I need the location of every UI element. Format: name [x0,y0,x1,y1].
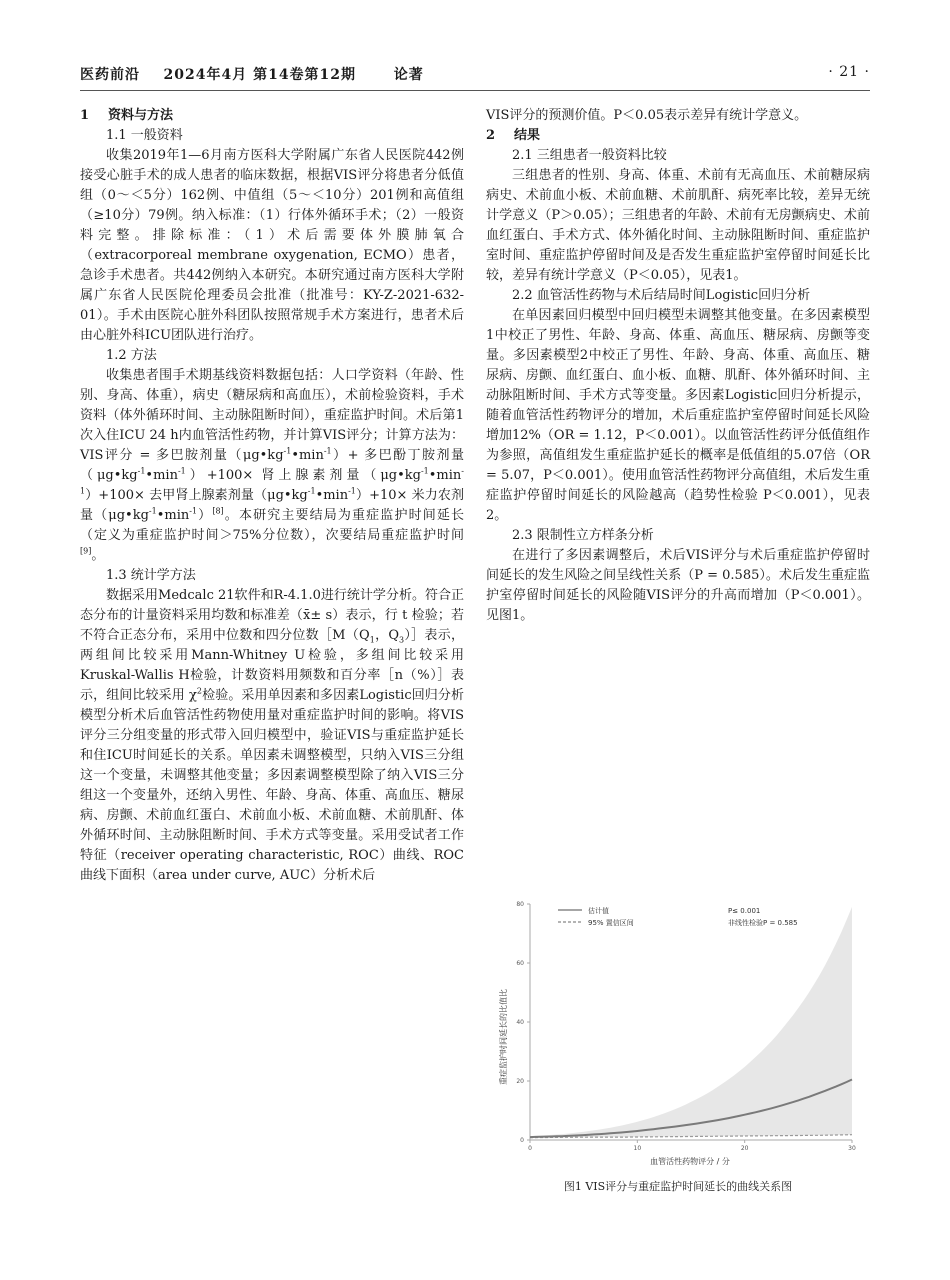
section-2-1-heading: 2.1 三组患者一般资料比较 [512,148,667,163]
citation-8: [8] [212,506,224,516]
journal-name: 医药前沿 [80,67,140,83]
paragraph-general-data: 收集2019年1—6月南方医科大学附属广东省人民医院442例接受心脏手术的成人患者的临床数据，根据VIS评分将患者分低值组（0～＜5分）162例、中值组（5～＜10分）201例和高值组（≥10分）79例。纳入标准：（1）行体外循环手术；（2）一般资料完整。排除标准：（1）术后需要体外膜肺氧合（extracorporeal membrane oxygenation, ECMO）患者，急诊手术患者。共442例纳入本研究。本研究通过南方医科大学附属广东省人民医院伦理委员会批准（批准号：KY-Z-2021-632-01）。手术由医院心脏外科团队按照常规手术方案进行，患者术后由心脏外科ICU团队进行治疗。 [80,148,464,343]
right-column [486,106,870,626]
legend [558,906,798,927]
paragraph-continued: VIS评分的预测价值。P＜0.05表示差异有统计学意义。 [486,108,808,123]
y-tick-label: 0 [520,1137,524,1144]
section-label: 论著 [393,67,424,83]
citation-9: [9] [80,546,92,556]
paragraph-results-2-2: 在单因素回归模型中回归模型未调整其他变量。在多因素模型1中校正了男性、年龄、身高、体重、高血压、糖尿病、房颤等变量。多因素模型2中校正了男性、年龄、身高、体重、高血压、糖尿病、房颤、血红蛋白、血小板、血糖、肌酐、体外循环时间、主动脉阻断时间、手术方式等变量。多因素Logistic回归分析提示，随着血管活性药物评分的增加，术后重症监护室停留时间延长风险增加12%（OR = 1.12，P＜0.001）。以血管活性药评分低值组作为参照，高值组发生重症监护延长的概率是低值组的5.07倍（OR = 5.07，P＜0.001）。使用血管活性药物评分高值组，术后发生重症监护停留时间延长的风险越高（趋势性检验 P＜0.001），见表2。 [486,308,870,523]
section-1-1-heading: 1.1 一般资料 [106,128,183,143]
figure-1 [490,892,870,1202]
stat-p-value: P≤ 0.001 [728,907,761,915]
legend-ci-label: 95% 置信区间 [588,919,634,927]
x-tick-label: 0 [528,1145,532,1152]
y-axis-label: 重症监护时间延长的比值比 [499,989,508,1085]
x-tick-label: 30 [848,1145,856,1152]
section-2-2-heading: 2.2 血管活性药物与术后结局时间Logistic回归分析 [512,288,811,303]
paragraph-results-2-1: 三组患者的性别、身高、体重、术前有无高血压、术前糖尿病病史、术前血小板、术前血糖、术前肌酐、病死率比较，差异无统计学意义（P＞0.05）；三组患者的年龄、术前有无房颤病史、术前血红蛋白、手术方式、体外循化时间、主动脉阻断时间、重症监护室时间、重症监护停留时间及是否发生重症监护室停留时间延长比较，差异有统计学意义（P＜0.05），见表1。 [486,168,870,283]
header-rule [80,90,870,91]
header-left [80,64,424,84]
legend-estimate-label: 估计值 [588,907,609,915]
x-tick-label: 20 [740,1145,749,1152]
x-tick-label: 10 [633,1145,642,1152]
y-tick-label: 60 [516,960,524,967]
rcs-chart [490,892,870,1182]
paragraph-statistics: 数据采用Medcalc 21软件和R-4.1.0进行统计学分析。符合正态分布的计量资料采用均数和标准差（x̄± s）表示，行 t 检验；若不符合正态分布，采用中位数和四分位数$[M(Q_1$，$Q_3)]$表示，两组间比较采用Mann-Whitney U检验，多组间比较采用Kruskal-Wallis H检验，计数资料用频数和百分率［n（%）］表示，组间比较采用 $\chi^2$检验。采用单因素和多因素Logistic回归分析模型分析术后血管活性药物使用量对重症监护时间的影响。将VIS评分三分组变量的形式带入回归模型中，验证VIS与重症监护延长和住ICU时间延长的关系。单因素未调整模型，只纳入VIS三分组这一个变量，未调整其他变量；多因素调整模型除了纳入VIS三分组这一个变量外，还纳入男性、年龄、身高、体重、高血压、糖尿病、房颤、术前血红蛋白、术前血小板、术前血糖、术前肌酐、体外循环时间、主动脉阻断时间、手术方式等变量。采用受试者工作特征（receiver operating characteristic, ROC）曲线、ROC曲线下面积（area under curve, AUC）分析术后 [80,588,464,883]
page-number: · 21 · [828,64,870,80]
stat-nonlinear-p: 非线性检验P = 0.585 [728,919,798,927]
x-axis-label: 血管活性药物评分 / 分 [650,1157,730,1166]
section-1-3-heading: 1.3 统计学方法 [106,568,196,583]
page-header [80,62,870,86]
issue-info: 2024年4月 第14卷第12期 [163,67,357,83]
y-tick-label: 40 [516,1019,524,1026]
left-column [80,106,464,886]
section-1-heading: 1 资料与方法 [80,108,174,123]
section-2-3-heading: 2.3 限制性立方样条分析 [512,528,654,543]
y-tick-label: 80 [516,901,524,908]
section-2-heading: 2 结果 [486,128,541,143]
paragraph-methods: 收集患者围手术期基线资料数据包括：人口学资料（年龄、性别、身高、体重），病史（糖尿病和高血压），术前检验资料，手术资料（体外循环时间、主动脉阻断时间），重症监护时间。术后第1次入住ICU 24 h内血管活性药物，并计算VIS评分；计算方法为：VIS评分 = 多巴胺剂量$(\mu g•kg^{-1}•\min^{-1})+$ 多巴酚丁胺剂量$(\mu g•kg^{-1}•\min^{-1})+100\times$ 肾上腺素剂量$(\mu g•kg^{-1}•\min^{-1})+100\times$ 去甲肾上腺素剂量$(\mu g•kg^{-1}•\min^{-1})+10\times$ 米力农剂量$(\mu g•kg^{-1}•\min^{-1})[8]$。本研究主要结局为重症监护时间延长（定义为重症监护时间＞75%分位数），次要结局重症监护时间[9]。 [80,368,464,563]
ci-band [530,907,852,1138]
paragraph-results-2-3: 在进行了多因素调整后，术后VIS评分与术后重症监护停留时间延长的发生风险之间呈线性关系（P = 0.585）。术后发生重症监护室停留时间延长的风险随VIS评分的升高而增加（P＜0.001）。见图1。 [486,548,870,623]
section-1-2-heading: 1.2 方法 [106,348,157,363]
y-tick-label: 20 [516,1078,524,1085]
figure-caption: 图1 VIS评分与重症监护时间延长的曲线关系图 [563,1180,793,1193]
